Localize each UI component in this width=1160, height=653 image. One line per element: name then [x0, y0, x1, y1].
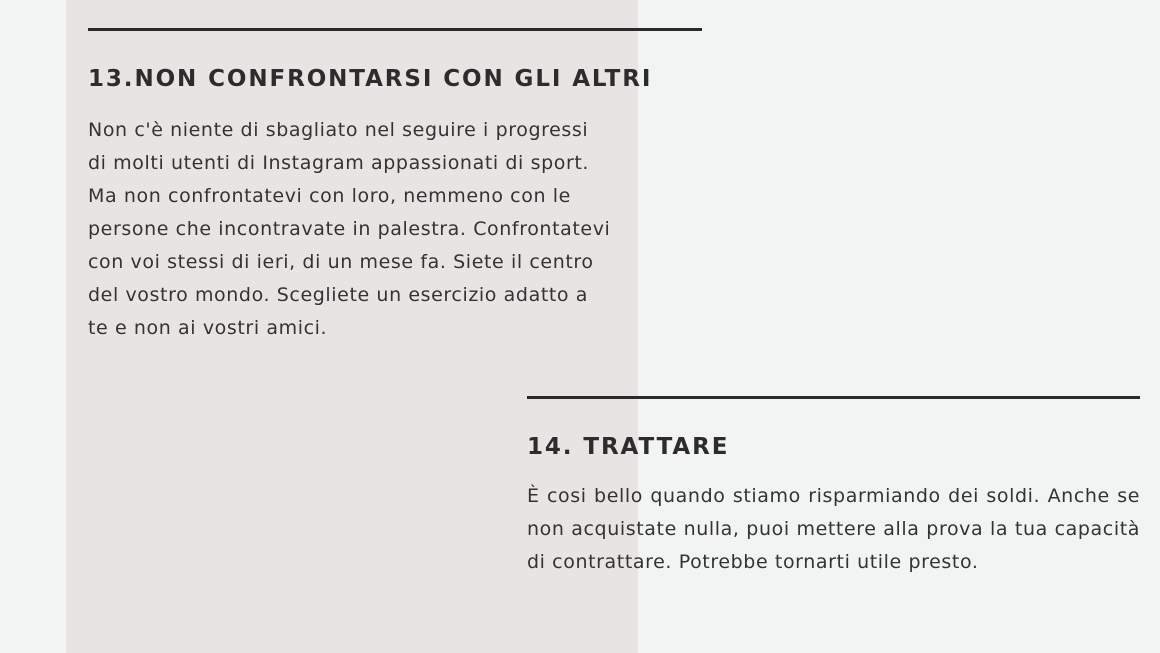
section-14 [527, 396, 1140, 579]
section-13-line: Ma non confrontatevi con loro, nemmeno con le [88, 185, 571, 207]
section-14-heading: 14. TRATTARE [527, 434, 730, 460]
section-13-line: di molti utenti di Instagram appassionati di sport. [88, 152, 590, 174]
section-13-heading: 13.NON CONFRONTARSI CON GLI ALTRI [88, 66, 653, 92]
section-13-line: Non c'è niente di sbagliato nel seguire i progressi [88, 119, 589, 141]
section-13 [88, 28, 702, 345]
section-13-line: te e non ai vostri amici. [88, 317, 328, 339]
section-13-body [88, 114, 702, 345]
section-13-line: con voi stessi di ieri, di un mese fa. Siete il centro [88, 251, 594, 273]
section-13-divider [88, 28, 702, 31]
section-14-body: È cosi bello quando stiamo risparmiando dei soldi. Anche se non acquistate nulla, puoi mettere alla prova la tua capacità di contrattare. Potrebbe tornarti utile presto. [527, 485, 1140, 573]
section-13-line: del vostro mondo. Scegliete un esercizio adatto a [88, 284, 589, 306]
section-13-line: persone che incontravate in palestra. Confrontatevi [88, 218, 611, 240]
section-14-divider [527, 396, 1140, 399]
